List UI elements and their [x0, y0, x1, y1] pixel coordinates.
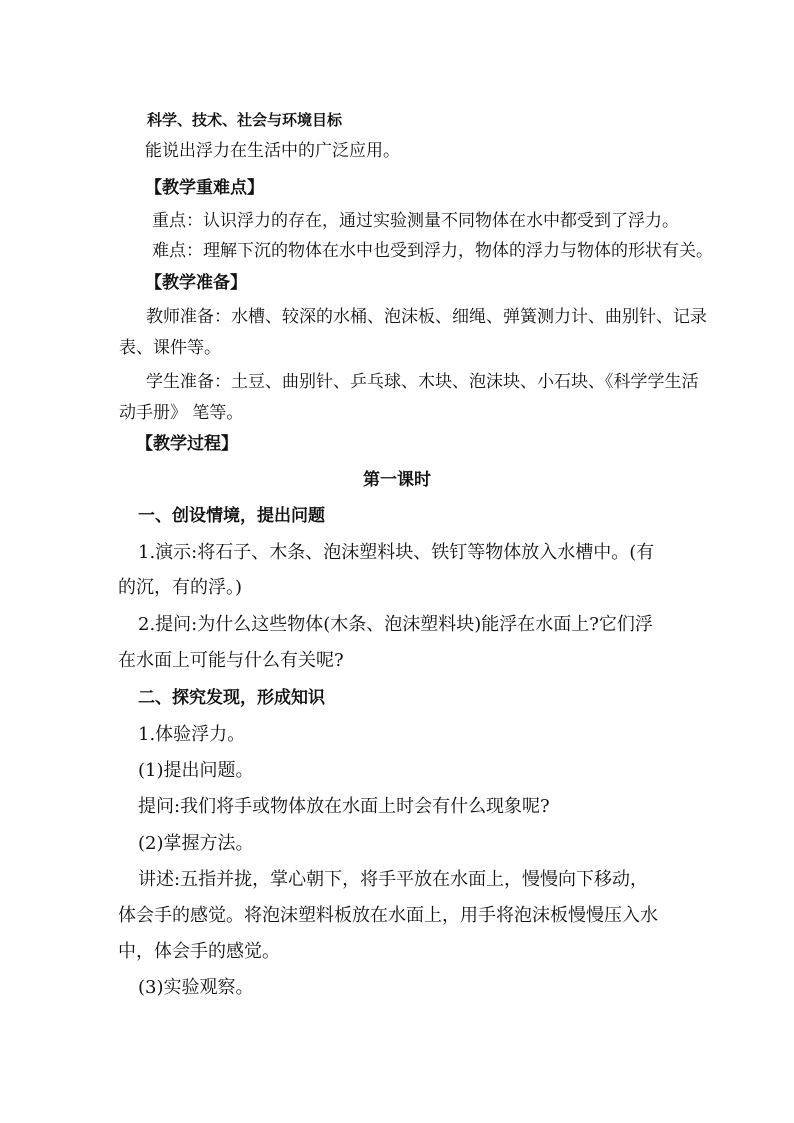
section2-item1: 1.体验浮力。	[138, 724, 246, 745]
section2-heading: 二、探究发现，形成知识	[138, 688, 325, 708]
teacher-preparation-line1: 教师准备：水槽、较深的水桶、泡沫板、细绳、弹簧测力计、曲别针、记录	[146, 307, 707, 327]
section2-sub3: (3)实验观察。	[138, 977, 254, 998]
section1-item2-line1: 2.提问:为什么这些物体(木条、泡沫塑料块)能浮在水面上?它们浮	[138, 614, 653, 635]
section2-question: 提问:我们将手或物体放在水面上时会有什么现象呢?	[138, 796, 550, 817]
section2-explain-line3: 中，体会手的感觉。	[118, 941, 280, 962]
section2-sub2: (2)掌握方法。	[138, 833, 254, 854]
sts-goal-heading: 科学、技术、社会与环境目标	[147, 111, 343, 129]
section2-sub1: (1)提出问题。	[138, 760, 254, 781]
key-points-heading: 【教学重难点】	[145, 178, 264, 198]
process-heading: 【教学过程】	[136, 434, 238, 454]
sts-goal-text: 能说出浮力在生活中的广泛应用。	[145, 141, 400, 161]
student-preparation-line1: 学生准备：土豆、曲别针、乒乓球、木块、泡沫块、小石块、《科学学生活	[146, 372, 699, 392]
section2-explain-line2: 体会手的感觉。将泡沫塑料板放在水面上，用手将泡沫板慢慢压入水	[118, 905, 658, 926]
section1-heading: 一、创设情境，提出问题	[138, 506, 325, 526]
section1-item1-line1: 1.演示:将石子、木条、泡沫塑料块、铁钉等物体放入水槽中。(有	[138, 542, 655, 563]
key-point-focus: 重点：认识浮力的存在，通过实验测量不同物体在水中都受到了浮力。	[152, 211, 679, 231]
key-point-difficulty: 难点：理解下沉的物体在水中也受到浮力，物体的浮力与物体的形状有关。	[152, 241, 713, 261]
lesson-title: 第一课时	[363, 470, 431, 490]
section1-item1-line2: 的沉，有的浮。)	[118, 577, 243, 598]
student-preparation-line2: 动手册》 笔等。	[119, 403, 244, 423]
teacher-preparation-line2: 表、课件等。	[119, 338, 221, 358]
section1-item2-line2: 在水面上可能与什么有关呢?	[118, 650, 344, 671]
preparation-heading: 【教学准备】	[145, 273, 247, 293]
section2-explain-line1: 讲述:五指并拢，掌心朝下，将手平放在水面上，慢慢向下移动，	[138, 869, 649, 890]
